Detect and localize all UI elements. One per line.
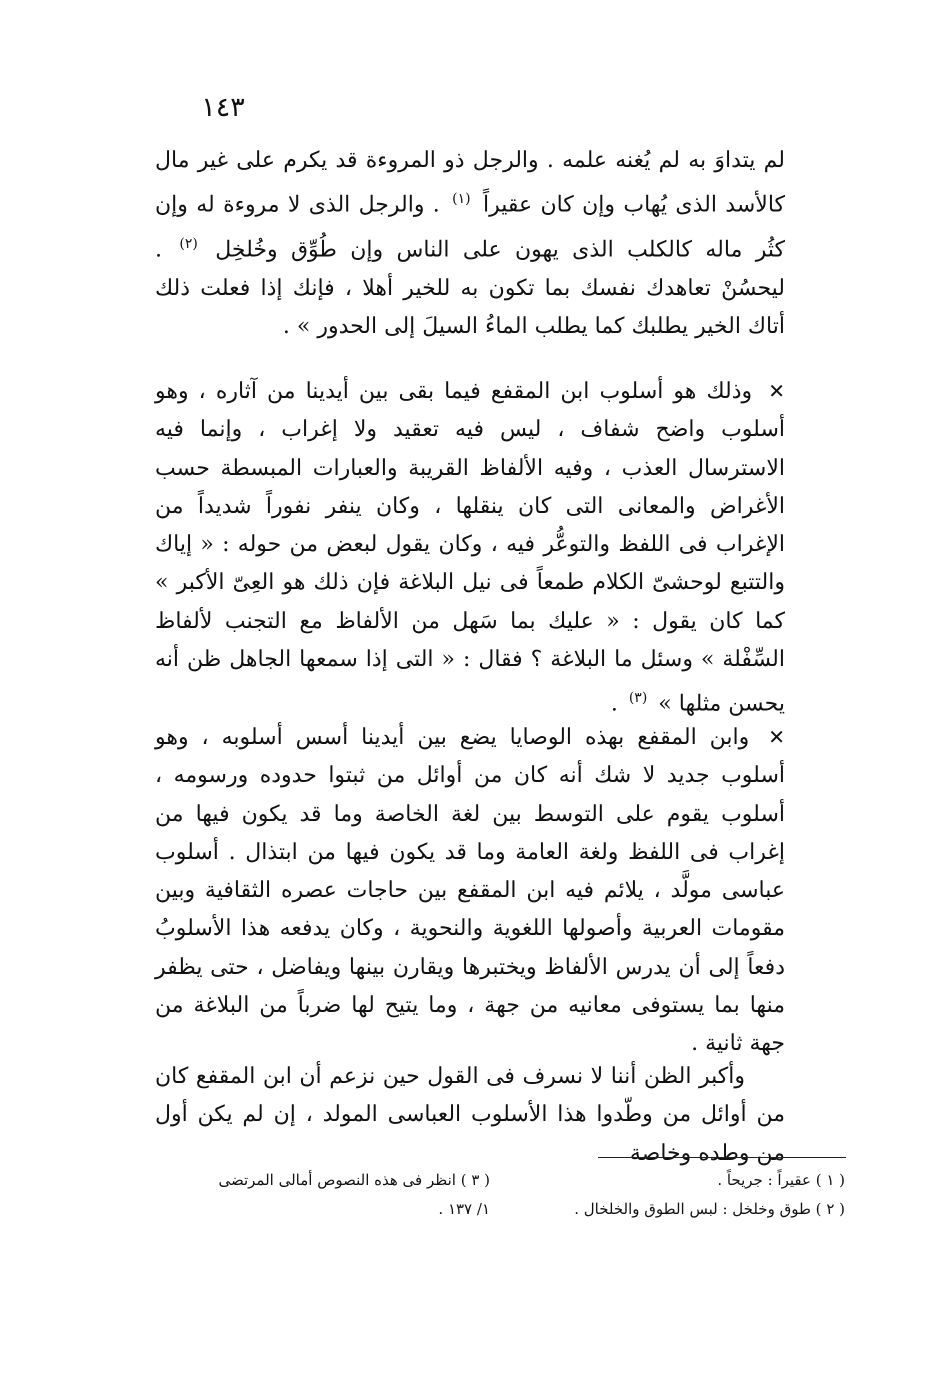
paragraph-1 <box>155 142 785 346</box>
footnote-ref-2[interactable]: (٢) <box>179 235 198 252</box>
margin-mark-icon: ✕ <box>768 379 785 403</box>
footnote-3-line-2: ١/ ١٣٧ . <box>438 1200 490 1218</box>
paragraph-2-tail: . <box>610 691 618 717</box>
paragraph-1-text-a: لم يتداوَ به لم يُغنه علمه . والرجل ذو المروءة قد يكرم على غير مال كالأسد الذى يُهاب وإن كان عقيراً <box>155 148 785 218</box>
margin-mark-icon: ✕ <box>768 725 785 749</box>
paragraph-4 <box>155 1058 785 1173</box>
paragraph-3-text: وابن المقفع بهذه الوصايا يضع بين أيدينا أسس أسلوبه ، وهو أسلوب جديد لا شك أنه كان من أوائل من ثبتوا حدوده ورسومه ، أسلوب يقوم على التوسط بين لغة الخاصة وما قد يكون فيها من إغراب فى اللفظ ولغة العامة وما قد يكون فيها من ابتذال . أسلوب عباسى مولَّد ، يلائم فيه ابن المقفع بين حاجات عصره الثقافية وبين مقومات العربية وأصولها اللغوية والنحوية ، وكان يدفعه هذا الأسلوبُ دفعاً إلى أن يدرس الألفاظ ويختبرها ويقارن بينها ويفاضل ، حتى يظفر منها بما يستوفى معانيه من جهة ، وما يتيح لها ضرباً من البلاغة من جهة ثانية . <box>155 725 785 1057</box>
footnotes-column-left <box>155 1166 490 1224</box>
paragraph-4-text: وأكبر الظن أننا لا نسرف فى القول حين نزعم أن ابن المقفع كان من أوائل من وطّدوا هذا الأسلوب العباسى المولد ، إن لم يكن أول من وطده وخاصة <box>155 1064 785 1166</box>
footnote-3-line-1: ( ٣ ) انظر فى هذه النصوص أمالى المرتضى <box>218 1171 490 1189</box>
paragraph-2 <box>155 372 785 724</box>
footnotes-column-right <box>505 1166 845 1224</box>
footnote-2: ( ٢ ) طوق وخلخل : لبس الطوق والخلخال . <box>574 1200 845 1218</box>
footnote-divider <box>598 1157 846 1158</box>
footnote-ref-3[interactable]: (٣) <box>628 690 648 707</box>
paragraph-2-text: وذلك هو أسلوب ابن المقفع فيما بقى بين أيدينا من آثاره ، وهو أسلوب واضح شفاف ، ليس فيه تعقيد ولا إغراب ، وإنما فيه الاسترسال العذب ، وفيه الألفاظ القريبة والعبارات المبسطة حسب الأغراض والمعانى التى كان ينقلها ، وكان ينفر نفوراً شديداً من الإغراب فى اللفظ والتوعُّر فيه ، وكان يقول لبعض من حوله : « إياك والتتبع لوحشىّ الكلام طمعاً فى نيل البلاغة فإن ذلك هو العِىّ الأكبر » كما كان يقول : « عليك بما سَهل من الألفاظ مع التجنب لألفاظ السِّفْلة » وسئل ما البلاغة ؟ فقال : « التى إذا سمعها الجاهل ظن أنه يحسن مثلها » <box>155 379 785 717</box>
paragraph-1-text-b: . والرجل الذى لا مروءة له وإن كثُر ماله كالكلب الذى يهون على الناس وإن طُوِّق وخُلخِل <box>155 192 785 263</box>
paragraph-1-text-c: . ليحسُنْ تعاهدك نفسك بما تكون به للخير أهلا ، فإنك إذا فعلت ذلك أتاك الخير يطلبك كما يطلب الماءُ السيلَ إلى الحدور » . <box>155 237 785 339</box>
paragraph-3 <box>155 718 785 1064</box>
footnote-ref-1[interactable]: (١) <box>452 191 471 208</box>
footnote-1: ( ١ ) عقيراً : جريحاً . <box>717 1171 845 1189</box>
page-number: ١٤٣ <box>201 92 245 123</box>
